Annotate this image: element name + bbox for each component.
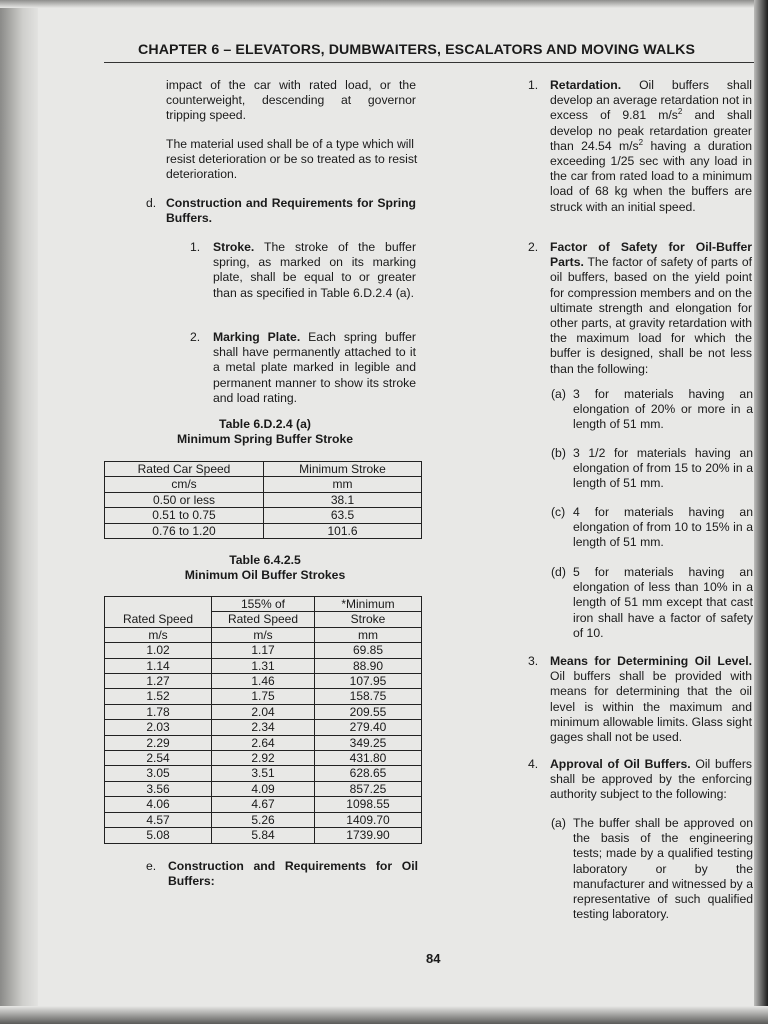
table1-unit-stroke: mm <box>264 477 422 492</box>
table-row <box>105 658 422 673</box>
approval-heading: Approval of Oil Buffers. <box>550 757 691 771</box>
table-cell: 5.08 <box>105 828 212 843</box>
table-cell: 101.6 <box>264 523 422 538</box>
right-item-2-number: 2. <box>528 240 539 254</box>
table-cell: 63.5 <box>264 508 422 523</box>
table-cell: 107.95 <box>315 674 422 689</box>
table-row <box>105 643 422 658</box>
table-cell: 1.27 <box>105 674 212 689</box>
table-cell: 349.25 <box>315 735 422 750</box>
retardation-text-a: Oil buffers shall develop an average retardation not in excess of 9.81 m/s <box>550 78 752 123</box>
paragraph-material: The material used shall be of a type which will resist deterioration or be so treated as to resist deterioration. <box>166 137 418 182</box>
table2-unit-1: m/s <box>105 627 212 642</box>
table-cell: 158.75 <box>315 689 422 704</box>
table-cell: 209.55 <box>315 704 422 719</box>
table-row <box>105 797 422 812</box>
table2-header-155: 155% of <box>212 597 315 612</box>
table-row <box>105 508 422 523</box>
table-cell: 2.54 <box>105 751 212 766</box>
item-stroke-text: The stroke of the buffer spring, as marked on its marking plate, shall be equal to or greater than as specified in Table 6.D.2.4 (a). <box>213 240 416 300</box>
table-cell: 2.34 <box>212 720 315 735</box>
table-cell: 4.09 <box>212 781 315 796</box>
table-row <box>105 751 422 766</box>
table-cell: 0.51 to 0.75 <box>105 508 264 523</box>
table-cell: 0.76 to 1.20 <box>105 523 264 538</box>
factor-of-safety-heading: Factor of Safety for Oil-Buffer Parts. <box>550 240 752 270</box>
section-d-label: d. <box>146 196 157 210</box>
table-cell: 3.05 <box>105 766 212 781</box>
chapter-heading: CHAPTER 6 – ELEVATORS, DUMBWAITERS, ESCALATORS AND MOVING WALKS <box>138 42 696 58</box>
oil-level-paragraph <box>550 654 752 745</box>
spring-buffer-stroke-table <box>104 461 422 539</box>
item-stroke <box>213 240 416 301</box>
oil-buffer-strokes-table <box>104 596 422 844</box>
table2-header-rated-speed-2: Rated Speed <box>212 612 315 627</box>
table-cell: 1.02 <box>105 643 212 658</box>
table2-caption-title: Minimum Oil Buffer Strokes <box>184 568 346 582</box>
subitem-c-text: 4 for materials having an elongation of from 10 to 15% in a length of 51 mm. <box>573 505 753 550</box>
subitem-c-label: (c) <box>551 505 566 519</box>
section-e-title: Construction and Requirements for Oil Buffers: <box>168 859 418 889</box>
table1-unit-speed: cm/s <box>105 477 264 492</box>
subitem-b-text: 3 1/2 for materials having an elongation of from 15 to 20% in a length of 51 mm. <box>573 446 753 491</box>
oil-level-text: Oil buffers shall be provided with means for determining that the oil level is within the maximum and minimum allowable limits. Glass sight gages shall not be used. <box>550 669 752 745</box>
table-row <box>105 720 422 735</box>
table-cell: 1.14 <box>105 658 212 673</box>
table-cell: 1.75 <box>212 689 315 704</box>
approval-text: Oil buffers shall be approved by the enforcing authority subject to the following: <box>550 757 752 802</box>
table-cell: 5.84 <box>212 828 315 843</box>
table-cell: 1409.70 <box>315 812 422 827</box>
table-cell: 2.64 <box>212 735 315 750</box>
table2-header-rated-speed: Rated Speed <box>105 597 212 628</box>
right-item-4-number: 4. <box>528 757 539 771</box>
subitem-4a-label: (a) <box>551 816 566 830</box>
table-row <box>105 674 422 689</box>
table-cell: 1.31 <box>212 658 315 673</box>
table-cell: 69.85 <box>315 643 422 658</box>
table1-header-speed: Rated Car Speed <box>105 462 264 477</box>
section-d-title: Construction and Requirements for Spring Buffers. <box>166 196 416 226</box>
factor-of-safety-text: The factor of safety of parts of oil buffers, based on the yield point for compression members and on the ultimate strength and elongation for other parts, at gravity retardation with the maximum load for which the buffer is designed, shall be not less than the following: <box>550 255 752 376</box>
table-row <box>105 689 422 704</box>
table-row <box>105 492 422 507</box>
subitem-b-label: (b) <box>551 446 566 460</box>
superscript: 2 <box>638 137 644 147</box>
page-top-shadow <box>0 0 768 8</box>
subitem-4a-text: The buffer shall be approved on the basis of the engineering tests; made by a qualified testing laboratory or by the manufacturer and witnessed by a representative of such qualified testing laboratory. <box>573 816 753 922</box>
factor-of-safety-paragraph <box>550 240 752 377</box>
item-stroke-heading: Stroke. <box>213 240 255 254</box>
superscript: 2 <box>677 107 683 117</box>
retardation-paragraph <box>550 78 752 215</box>
table2-header-minimum: *Minimum <box>315 597 422 612</box>
table-cell: 0.50 or less <box>105 492 264 507</box>
table-row <box>105 735 422 750</box>
table2-header-stroke: Stroke <box>315 612 422 627</box>
item-marking-plate <box>213 330 416 406</box>
table2-unit-2: m/s <box>212 627 315 642</box>
table-cell: 4.67 <box>212 797 315 812</box>
table-cell: 1098.55 <box>315 797 422 812</box>
paragraph-impact: impact of the car with rated load, or the counterweight, descending at governor tripping speed. <box>166 78 416 123</box>
table-cell: 857.25 <box>315 781 422 796</box>
subitem-d-text: 5 for materials having an elongation of less than 10% in a length of 51 mm except that cast iron shall have a factor of safety of 10. <box>573 565 753 640</box>
subitem-a-text: 3 for materials having an elongation of 20% or more in a length of 51 mm. <box>573 387 753 432</box>
table-cell: 2.04 <box>212 704 315 719</box>
table-cell: 279.40 <box>315 720 422 735</box>
table-cell: 2.03 <box>105 720 212 735</box>
item-marking-plate-heading: Marking Plate. <box>213 330 301 344</box>
table-cell: 38.1 <box>264 492 422 507</box>
table-cell: 628.65 <box>315 766 422 781</box>
retardation-text-c: having a duration exceeding 1/25 sec with any load in the car from rated load to a minimum load of 68 kg when the buffers are struck with an initial speed. <box>550 138 752 214</box>
table-cell: 1.78 <box>105 704 212 719</box>
table-cell: 3.56 <box>105 781 212 796</box>
table-cell: 431.80 <box>315 751 422 766</box>
page-bottom-shadow <box>0 1006 768 1024</box>
table-row <box>105 523 422 538</box>
retardation-heading: Retardation. <box>550 78 622 92</box>
table-cell: 2.92 <box>212 751 315 766</box>
table-cell: 4.06 <box>105 797 212 812</box>
right-item-3-number: 3. <box>528 654 539 668</box>
retardation-text-b: and shall develop no peak retardation greater than 24.54 m/s <box>550 108 753 153</box>
table-cell: 1739.90 <box>315 828 422 843</box>
table-row <box>105 828 422 843</box>
table-cell: 4.57 <box>105 812 212 827</box>
table-row <box>105 704 422 719</box>
page-edge-shadow <box>0 0 38 1024</box>
item-2-number: 2. <box>190 330 201 344</box>
table-cell: 3.51 <box>212 766 315 781</box>
table-cell: 5.26 <box>212 812 315 827</box>
table-cell: 1.46 <box>212 674 315 689</box>
approval-paragraph <box>550 757 752 803</box>
header-rule <box>104 62 754 63</box>
table-row <box>105 812 422 827</box>
oil-level-heading: Means for Determining Oil Level. <box>550 654 752 668</box>
page-number: 84 <box>426 951 441 966</box>
item-1-number: 1. <box>190 240 201 254</box>
table1-header-stroke: Minimum Stroke <box>264 462 422 477</box>
section-e-label: e. <box>146 859 157 873</box>
table2-unit-3: mm <box>315 627 422 642</box>
item-marking-plate-text: Each spring buffer shall have permanently attached to it a metal plate marked in legible and permanent manner to show its stroke and load rating. <box>213 330 416 405</box>
table1-caption-title: Minimum Spring Buffer Stroke <box>176 432 354 446</box>
table-cell: 2.29 <box>105 735 212 750</box>
table-cell: 88.90 <box>315 658 422 673</box>
table-row <box>105 766 422 781</box>
table-cell: 1.52 <box>105 689 212 704</box>
table1-caption-number: Table 6.D.2.4 (a) <box>219 417 311 431</box>
right-item-1-number: 1. <box>528 78 539 92</box>
table-cell: 1.17 <box>212 643 315 658</box>
table2-caption-number: Table 6.4.2.5 <box>229 553 301 567</box>
page-right-shadow <box>754 0 768 1024</box>
subitem-a-label: (a) <box>551 387 566 401</box>
table-row <box>105 781 422 796</box>
subitem-d-label: (d) <box>551 565 566 579</box>
